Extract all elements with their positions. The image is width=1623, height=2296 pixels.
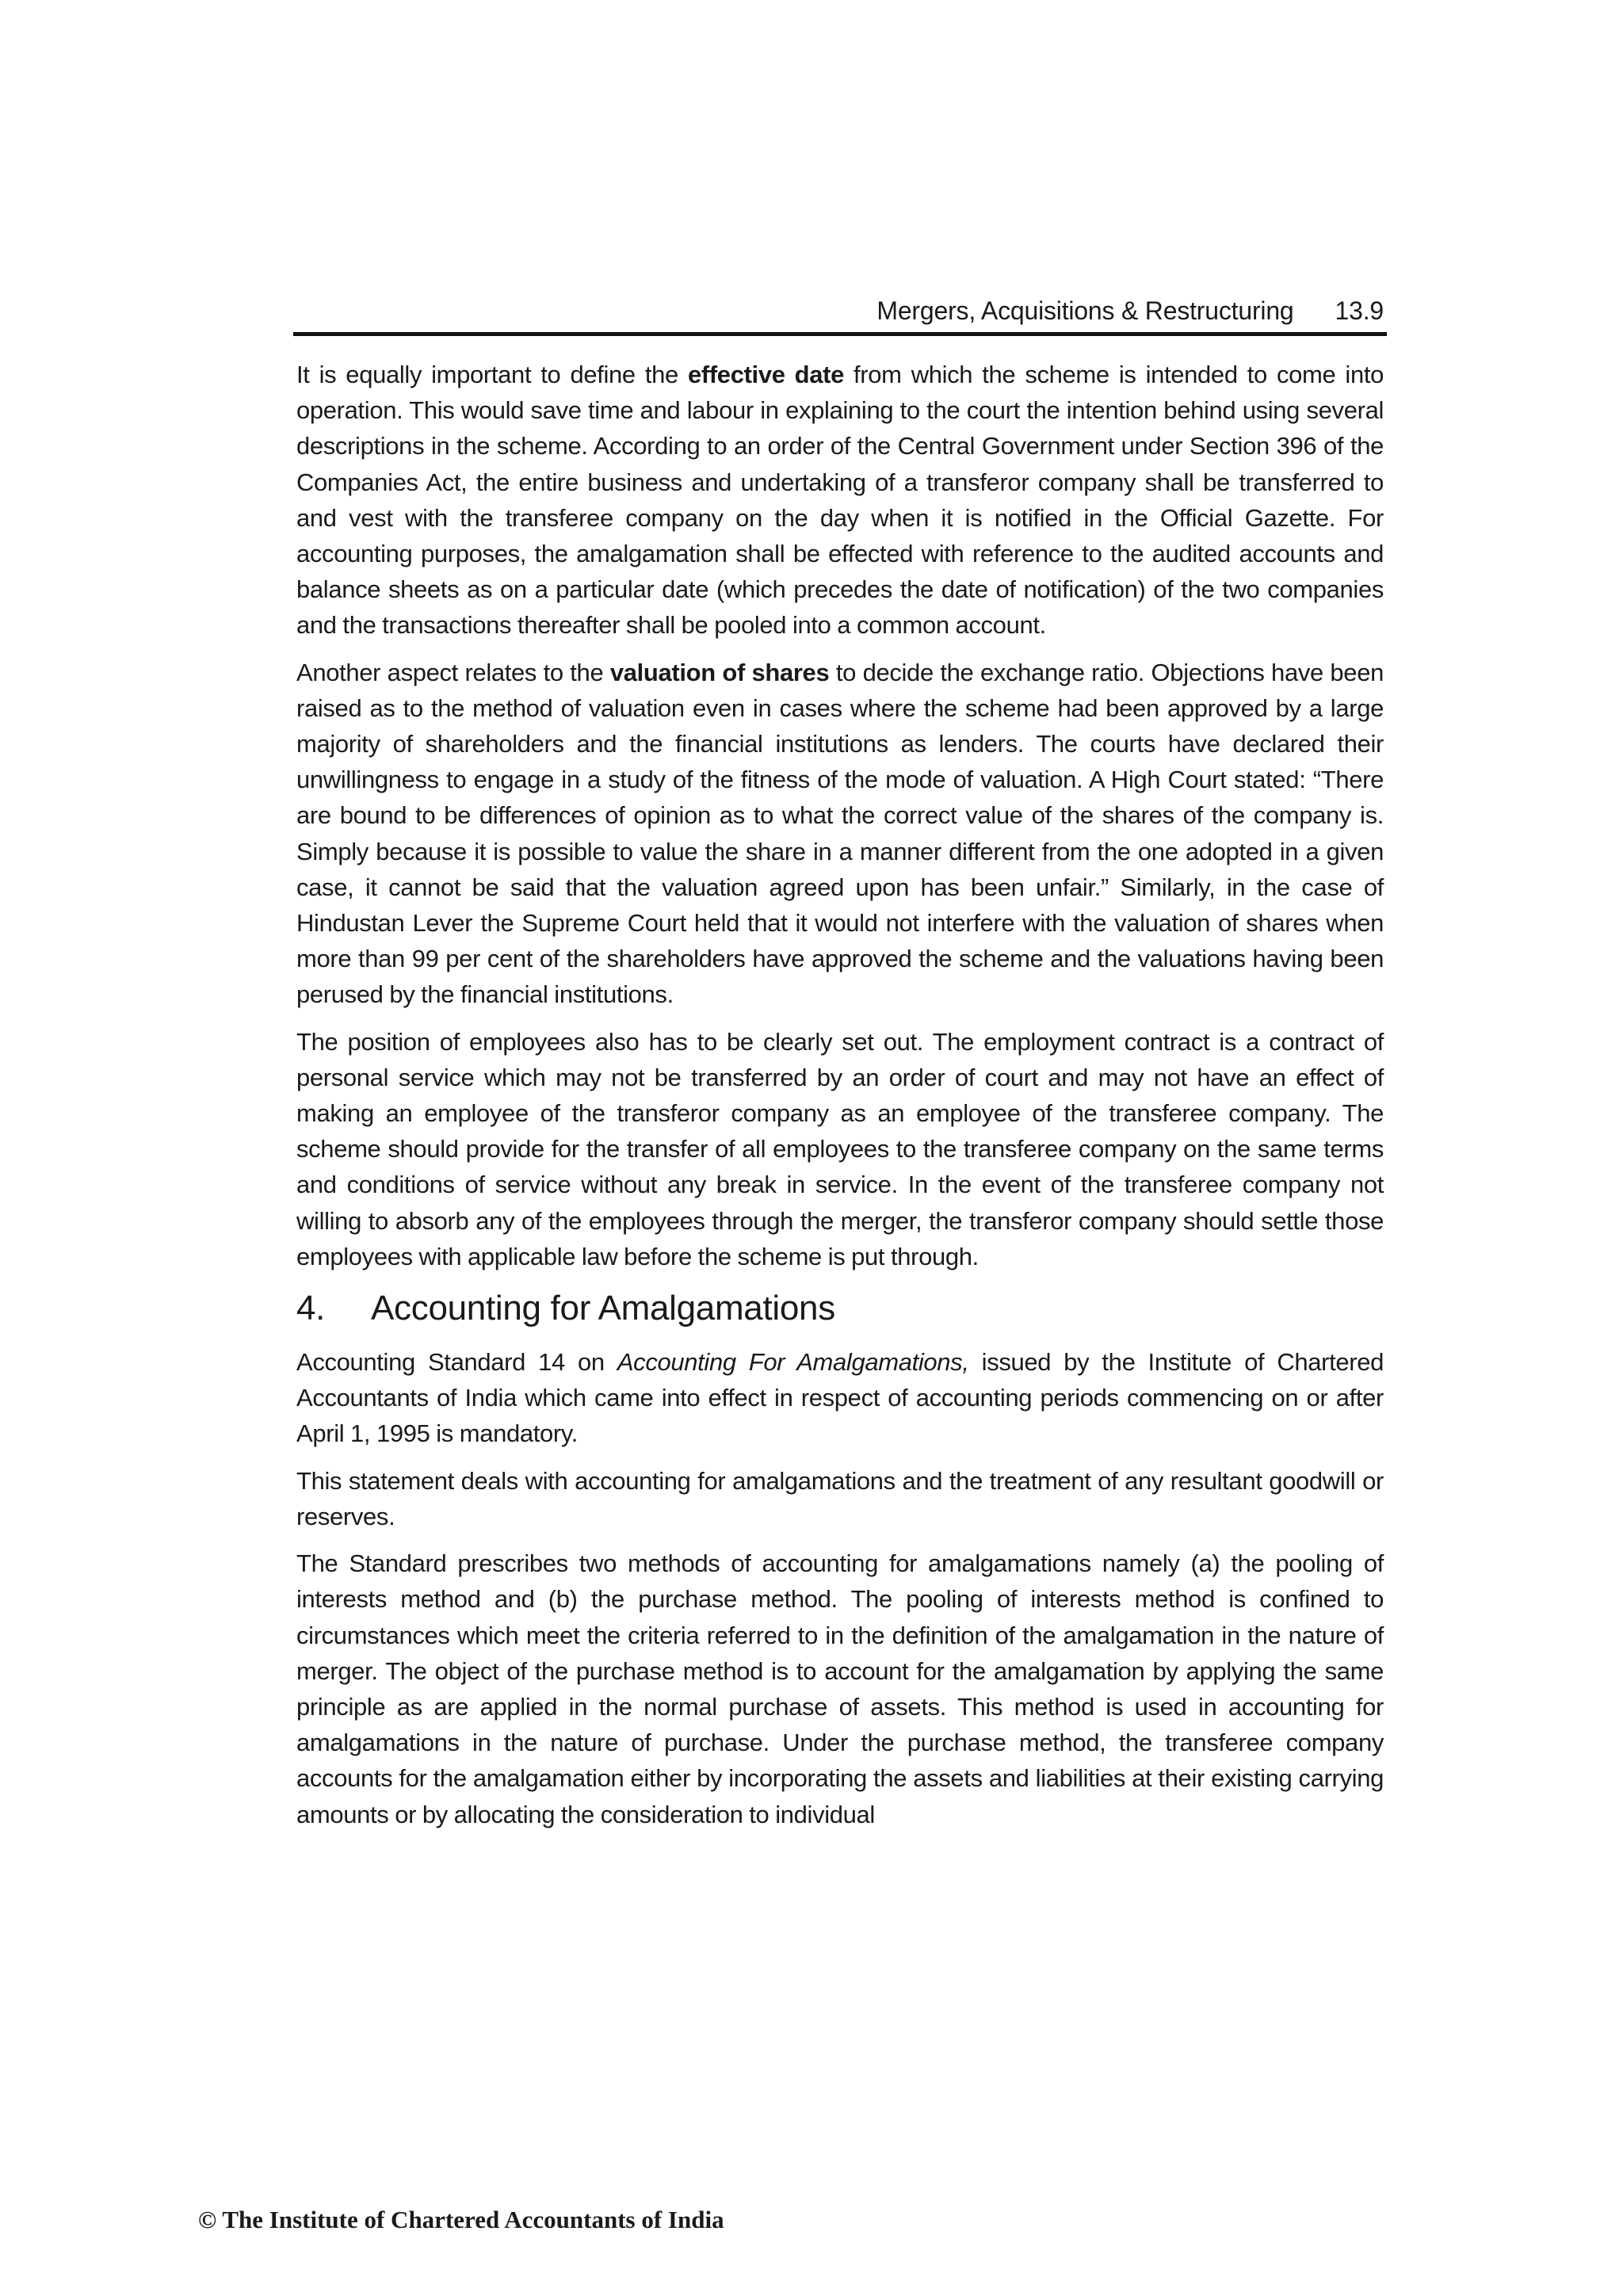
bold-term-effective-date: effective date xyxy=(687,361,844,388)
page-header xyxy=(293,295,1387,336)
paragraph-text: Accounting Standard 14 on xyxy=(296,1348,617,1377)
paragraph-text: Another aspect relates to the xyxy=(296,658,610,686)
paragraph-statement-scope: This statement deals with accounting for amalgamations and the treatment of any resultant goodwill or reserves. xyxy=(296,1466,1384,1530)
paragraph-employees: The position of employees also has to be clearly set out. The employment contract is a contract of personal service which may not be transferred by an order of court and may not have an effect of making an employee of the transferor company as an employee of the transferee company. The scheme should provide for the transfer of all employees to the transferee company on the same terms and conditions of service without any break in service. In the event of the transferee company not willing to absorb any of the employees through the merger, the transferor company should settle those employees with applicable law before the scheme is put through. xyxy=(296,1027,1384,1270)
running-title: Mergers, Acquisitions & Restructuring xyxy=(876,296,1294,325)
paragraph-accounting-standard xyxy=(296,1344,1384,1452)
page-body xyxy=(296,357,1384,1843)
section-heading xyxy=(296,1286,1384,1331)
paragraph-text: to decide the exchange ratio. Objections have been raised as to the method of valuation even in cases where the scheme had been approved by a large majority of shareholders and the financial institutions as lenders. The courts have declared their unwillingness to engage in a study of the fitness of the mode of valuation. A High Court stated: “There are bound to be differences of opinion as to what the correct value of the shares of the company is. Simply because it is possible to value the share in a manner different from the one adopted in a given case, it cannot be said that the valuation agreed upon has been unfair.” Similarly, in the case of Hindustan Lever the Supreme Court held that it would not interfere with the valuation of shares when more than 99 per cent of the shareholders have approved the scheme and the valuations having been perused by the financial institutions. xyxy=(296,658,1384,1009)
paragraph-effective-date xyxy=(296,357,1384,644)
paragraph-accounting-methods: The Standard prescribes two methods of accounting for amalgamations namely (a) the pooling of interests method and (b) the purchase method. The pooling of interests method is confined to circumstances which meet the criteria referred to in the definition of the amalgamation in the nature of merger. The object of the purchase method is to account for the amalgamation by applying the same principle as are applied in the normal purchase of assets. This method is used in accounting for amalgamations in the nature of purchase. Under the purchase method, the transferee company accounts for the amalgamation either by incorporating the assets and liabilities at their existing carrying amounts or by allocating the consideration to individual xyxy=(296,1549,1384,1828)
section-title: Accounting for Amalgamations xyxy=(371,1289,835,1328)
paragraph-text: issued by the Institute of Chartered Accountants of India which came into effect in respect of accounting periods commencing on or after April 1, 1995 is mandatory. xyxy=(296,1348,1384,1448)
bold-term-valuation-of-shares: valuation of shares xyxy=(609,658,830,686)
italic-title-accounting-for-amalgamations: Accounting For Amalgamations, xyxy=(617,1348,969,1377)
paragraph-valuation-of-shares xyxy=(296,655,1384,1013)
page-number: 13.9 xyxy=(1335,296,1384,325)
copyright-footer: © The Institute of Chartered Accountants of India xyxy=(198,2206,724,2233)
section-number: 4. xyxy=(296,1289,326,1328)
paragraph-text: from which the scheme is intended to come into operation. This would save time and labour in explaining to the court the intention behind using several descriptions in the scheme. According to an order of the Central Government under Section 396 of the Companies Act, the entire business and undertaking of a transferor company shall be transferred to and vest with the transferee company on the day when it is notified in the Official Gazette. For accounting purposes, the amalgamation shall be effected with reference to the audited accounts and balance sheets as on a particular date (which precedes the date of notification) of the two companies and the transactions thereafter shall be pooled into a common account. xyxy=(296,361,1384,640)
paragraph-text: It is equally important to define the xyxy=(296,361,688,388)
